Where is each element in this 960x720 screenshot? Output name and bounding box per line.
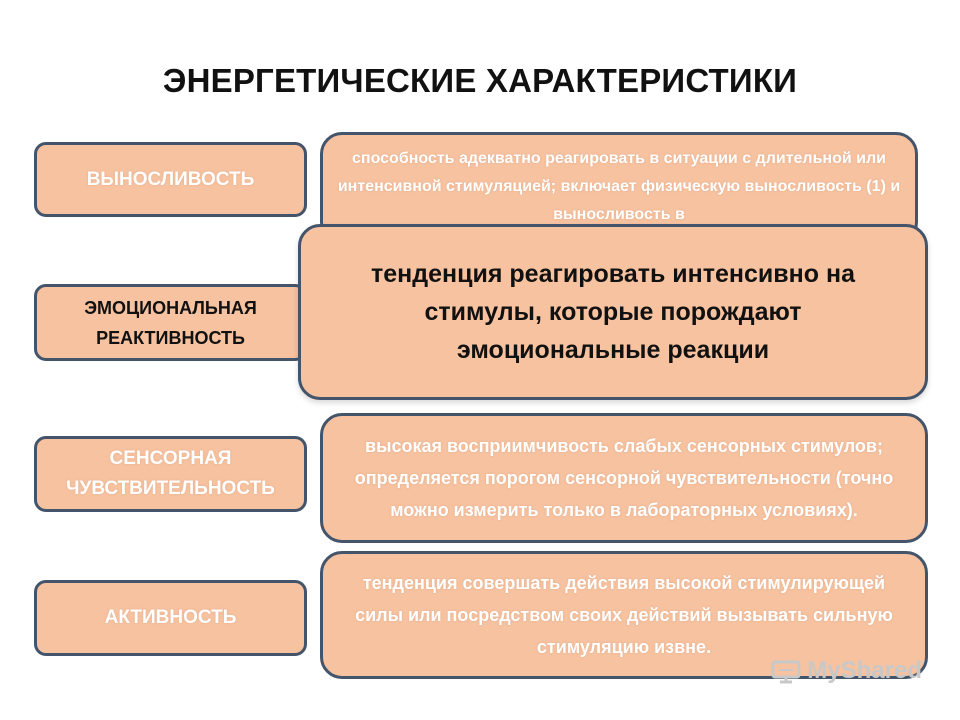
label-box-activity[interactable]	[34, 580, 307, 656]
label-text-endurance: ВЫНОСЛИВОСТЬ	[86, 168, 255, 190]
description-text-emotional-reactivity: тенденция реагировать интенсивно на стимулы, которые порождают эмоциональные реакции	[371, 260, 855, 364]
slide-title: ЭНЕРГЕТИЧЕСКИЕ ХАРАКТЕРИСТИКИ	[162, 62, 798, 99]
label-text-emotional-reactivity: ЭМОЦИОНАЛЬНАЯ РЕАКТИВНОСТЬ	[84, 297, 257, 348]
watermark	[771, 657, 922, 685]
label-box-emotional-reactivity[interactable]	[34, 284, 307, 361]
description-box-sensory-sensitivity[interactable]	[320, 413, 928, 543]
label-text-sensory-sensitivity: СЕНСОРНАЯ ЧУВСТВИТЕЛЬНОСТЬ	[66, 448, 275, 499]
description-box-emotional-reactivity[interactable]	[298, 224, 928, 400]
description-text-activity: тенденция совершать действия высокой стимулирующей силы или посредством своих действий вызывать сильную стимуляцию извне.	[355, 573, 893, 657]
description-text-sensory-sensitivity: высокая восприимчивость слабых сенсорных стимулов; определяется порогом сенсорной чувствительности (точно можно измерить только в лабораторных условиях).	[354, 436, 894, 520]
label-text-activity: АКТИВНОСТЬ	[104, 607, 237, 628]
label-box-sensory-sensitivity[interactable]	[34, 436, 307, 512]
description-text-endurance: способность адекватно реагировать в ситуации с длительной или интенсивной стимуляцией; включает физическую выносливость (1) и выносливость в	[337, 150, 901, 223]
presentation-icon	[771, 658, 801, 684]
label-box-endurance[interactable]	[34, 142, 307, 217]
watermark-text: MyShared	[807, 657, 922, 684]
